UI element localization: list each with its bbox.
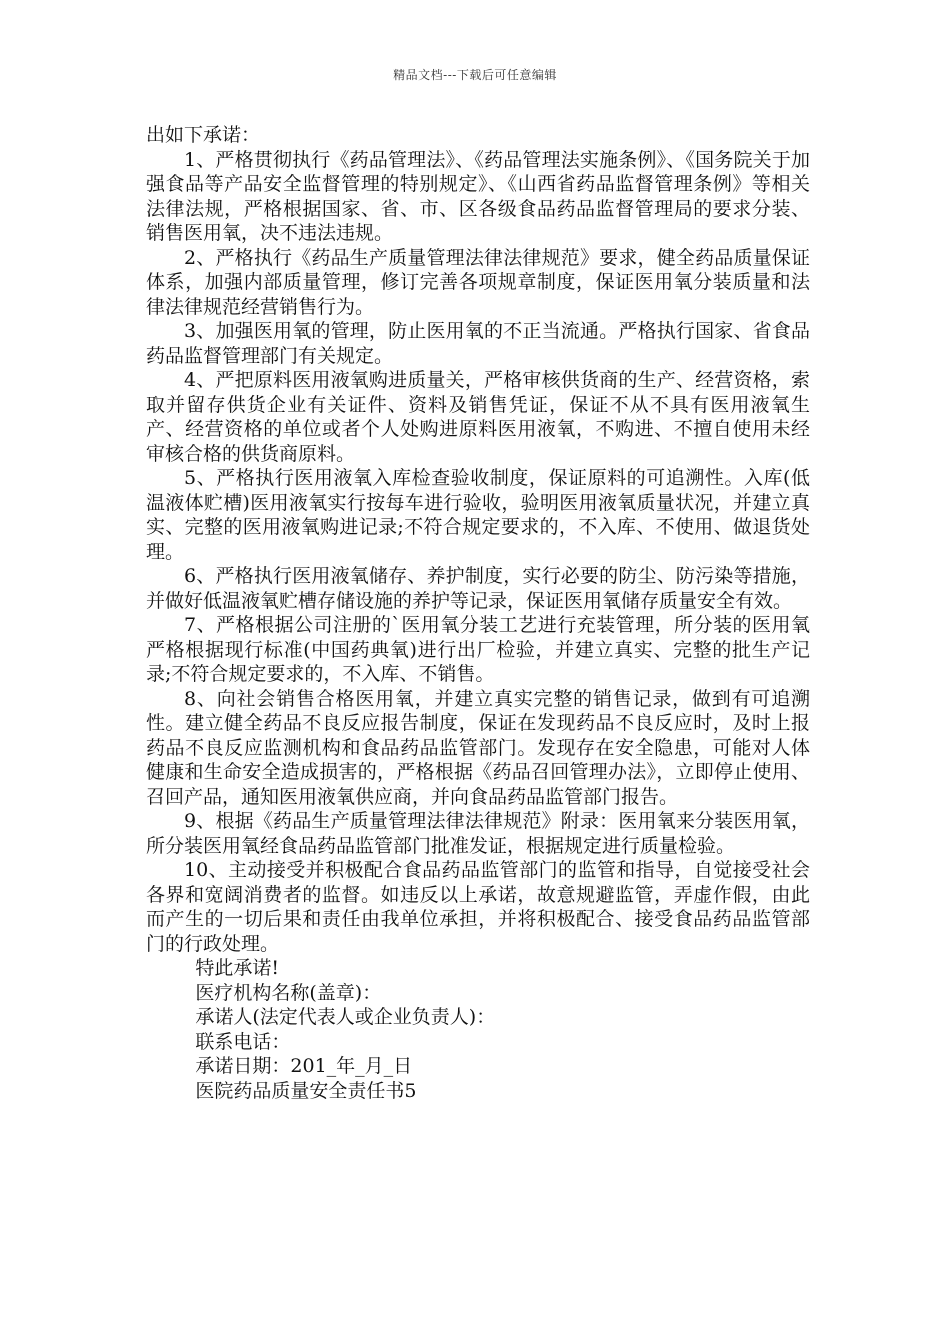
commitment-item-5: 5、严格执行医用液氧入库检查验收制度，保证原料的可追溯性。入库(低温液体贮槽)医用液氧实行按每车进行验收，验明医用液氧质量状况，并建立真实、完整的医用液氧购进记录;不符合规定要求的，不入库、不使用、做退货处理。 — [146, 467, 810, 563]
signature-phone: 联系电话： — [195, 1030, 291, 1053]
commitment-item-4: 4、严把原料医用液氧购进质量关，严格审核供货商的生产、经营资格，索取并留存供货企业有关证件、资料及销售凭证，保证不从不具有医用液氧生产、经营资格的单位或者个人处购进原料医用液氧，不购进、不擅自使用未经审核合格的供货商原料。 — [146, 369, 810, 465]
closing-line: 特此承诺! — [195, 957, 280, 979]
page-header: 精品文档---下载后可任意编辑 — [393, 68, 557, 82]
document-body — [146, 123, 810, 1103]
opening-line: 出如下承诺： — [146, 124, 261, 146]
commitment-item-2: 2、严格执行《药品生产质量管理法律法律规范》要求，健全药品质量保证体系，加强内部质量管理，修订完善各项规章制度，保证医用氧分装质量和法律法律规范经营销售行为。 — [146, 246, 810, 318]
commitment-item-9: 9、根据《药品生产质量管理法律法律规范》附录：医用氧来分装医用氧，所分装医用氧经食品药品监管部门批准发证，根据规定进行质量检验。 — [146, 810, 810, 857]
next-document-title: 医院药品质量安全责任书5 — [195, 1079, 417, 1102]
commitment-item-8: 8、向社会销售合格医用氧，并建立真实完整的销售记录，做到有可追溯性。建立健全药品不良反应报告制度，保证在发现药品不良反应时，及时上报药品不良反应监测机构和食品药品监管部门。发现存在安全隐患，可能对人体健康和生命安全造成损害的，严格根据《药品召回管理办法》，立即停止使用、召回产品，通知医用液氧供应商，并向食品药品监管部门报告。 — [146, 687, 810, 808]
commitment-item-7: 7、严格根据公司注册的`医用氧分装工艺进行充装管理，所分装的医用氧严格根据现行标准(中国药典氧)进行出厂检验，并建立真实、完整的批生产记录;不符合规定要求的，不入库、不销售。 — [146, 614, 810, 685]
commitment-item-6: 6、严格执行医用液氧储存、养护制度，实行必要的防尘、防污染等措施，并做好低温液氧贮槽存储设施的养护等记录，保证医用氧储存质量安全有效。 — [146, 565, 810, 612]
signature-org-name: 医疗机构名称(盖章)： — [195, 981, 382, 1004]
commitment-item-10: 10、主动接受并积极配合食品药品监管部门的监管和指导，自觉接受社会各界和宽阔消费者的监督。如违反以上承诺，故意规避监管，弄虚作假，由此而产生的一切后果和责任由我单位承担，并将积极配合、接受食品药品监管部门的行政处理。 — [146, 859, 810, 955]
commitment-item-3: 3、加强医用氧的管理，防止医用氧的不正当流通。严格执行国家、省食品药品监督管理部门有关规定。 — [146, 320, 810, 367]
signature-date: 承诺日期：201_年_月_日 — [195, 1055, 413, 1077]
signature-promiser: 承诺人(法定代表人或企业负责人)： — [195, 1006, 496, 1028]
commitment-item-1: 1、严格贯彻执行《药品管理法》、《药品管理法实施条例》、《国务院关于加强食品等产品安全监督管理的特别规定》、《山西省药品监督管理条例》等相关法律法规，严格根据国家、省、市、区各级食品药品监督管理局的要求分装、销售医用氧，决不违法违规。 — [146, 148, 810, 244]
